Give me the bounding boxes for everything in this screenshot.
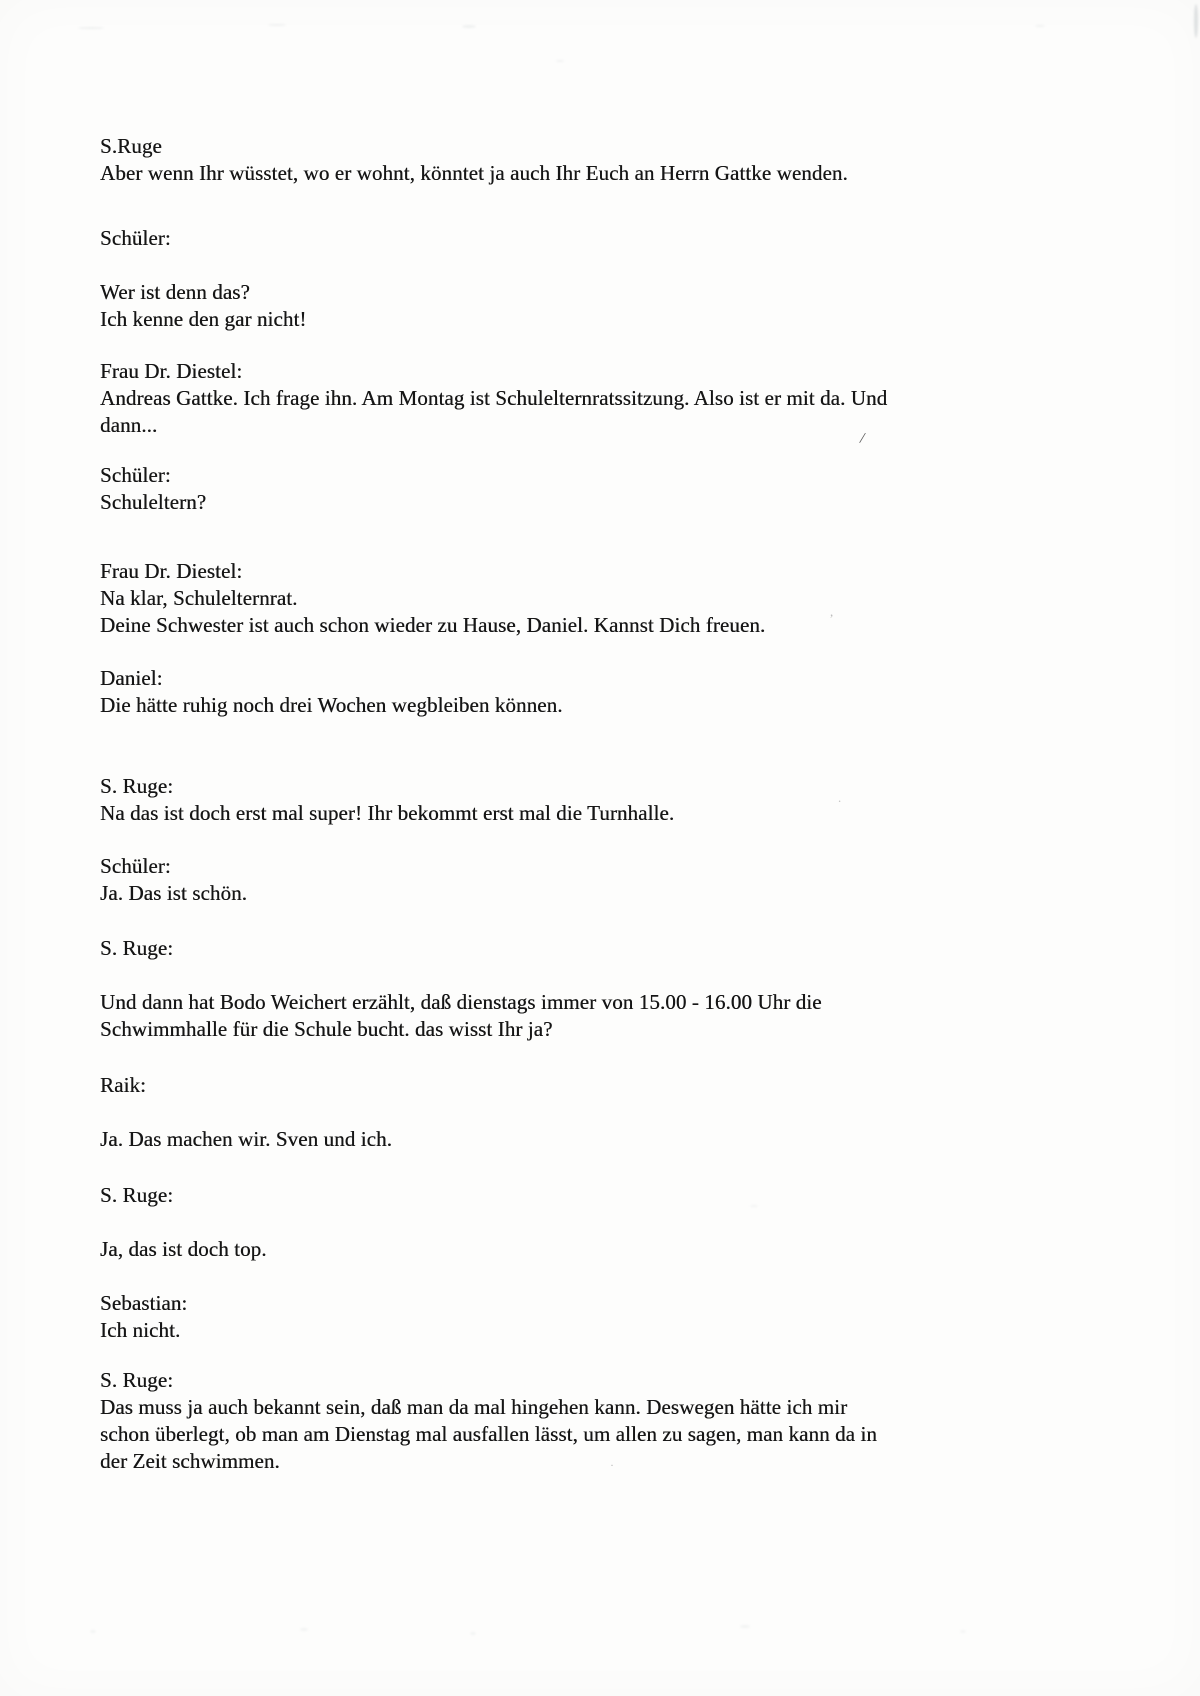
dialogue-entry [100,1182,980,1263]
scan-smudge [1035,25,1045,27]
dialogue-entry [100,462,980,516]
dialogue-line: Na klar, Schulelternrat. [100,586,298,610]
scan-smudge [90,1630,96,1633]
scan-smudge [1194,4,1198,38]
dialogue-line: Andreas Gattke. Ich frage ihn. Am Montag ist Schulelternratssitzung. Also ist er mit da. Und [100,386,888,410]
blank-line [100,962,980,989]
dialogue-line: Aber wenn Ihr wüsstet, wo er wohnt, könntet ja auch Ihr Euch an Herrn Gattke wenden. [100,161,848,185]
speaker-label: Schüler: [100,463,171,487]
dialogue-entry [100,358,980,439]
dialogue-line: Das muss ja auch bekannt sein, daß man da mal hingehen kann. Deswegen hätte ich mir [100,1395,848,1419]
speaker-label: S.Ruge [100,134,162,158]
scan-smudge [268,24,286,26]
dialogue-line: Ja. Das ist schön. [100,881,248,905]
speaker-label: Schüler: [100,854,171,878]
blank-line [100,252,980,279]
dialogue-line: Ich kenne den gar nicht! [100,307,307,331]
dialogue-line: Ja. Das machen wir. Sven und ich. [100,1127,392,1151]
dialogue-line: der Zeit schwimmen. [100,1449,280,1473]
dialogue-entry [100,935,980,1043]
dialogue-entry [100,225,980,333]
blank-line [100,1099,980,1126]
dialogue-entry [100,665,980,719]
blank-line [100,1209,980,1236]
dialogue-line: Ja, das ist doch top. [100,1237,267,1261]
dialogue-line: Ich nicht. [100,1318,181,1342]
dialogue-line: Na das ist doch erst mal super! Ihr bekommt erst mal die Turnhalle. [100,801,675,825]
dialogue-line: Wer ist denn das? [100,280,250,304]
dialogue-entry [100,1072,980,1153]
dialogue-line: Schwimmhalle für die Schule bucht. das wisst Ihr ja? [100,1017,553,1041]
speaker-label: S. Ruge: [100,1183,174,1207]
dialogue-line: Die hätte ruhig noch drei Wochen wegbleiben können. [100,693,563,717]
dialogue-entry [100,773,980,827]
scan-speck: · [610,1458,614,1472]
dialogue-line: Und dann hat Bodo Weichert erzählt, daß dienstags immer von 15.00 - 16.00 Uhr die [100,990,822,1014]
speaker-label: Schüler: [100,226,171,250]
dialogue-entry [100,853,980,907]
scan-smudge [556,60,564,62]
speaker-label: Daniel: [100,666,163,690]
scan-smudge [960,1630,966,1633]
dialogue-line: Schuleltern? [100,490,207,514]
scan-smudge [300,1628,308,1631]
speaker-label: Raik: [100,1073,146,1097]
dialogue-line: dann... [100,413,158,437]
speaker-label: S. Ruge: [100,936,174,960]
scan-speck: , [830,604,834,619]
speaker-label: Frau Dr. Diestel: [100,359,243,383]
dialogue-entry [100,1367,980,1475]
scan-smudge [462,25,476,28]
scan-smudge [470,1632,476,1635]
scan-smudge [740,1625,750,1628]
speaker-label: Frau Dr. Diestel: [100,559,243,583]
speaker-label: S. Ruge: [100,1368,174,1392]
scan-smudge [78,27,104,29]
speaker-label: Sebastian: [100,1291,188,1315]
speaker-label: S. Ruge: [100,774,174,798]
scan-speck: . [838,790,842,805]
dialogue-line: Deine Schwester ist auch schon wieder zu Hause, Daniel. Kannst Dich freuen. [100,613,766,637]
dialogue-line: schon überlegt, ob man am Dienstag mal ausfallen lässt, um allen zu sagen, man kann da in [100,1422,877,1446]
dialogue-entry [100,1290,980,1344]
dialogue-entry [100,133,980,187]
dialogue-entry [100,558,980,639]
stray-slash-mark: / [858,429,867,448]
dialogue-transcript [100,133,980,1475]
